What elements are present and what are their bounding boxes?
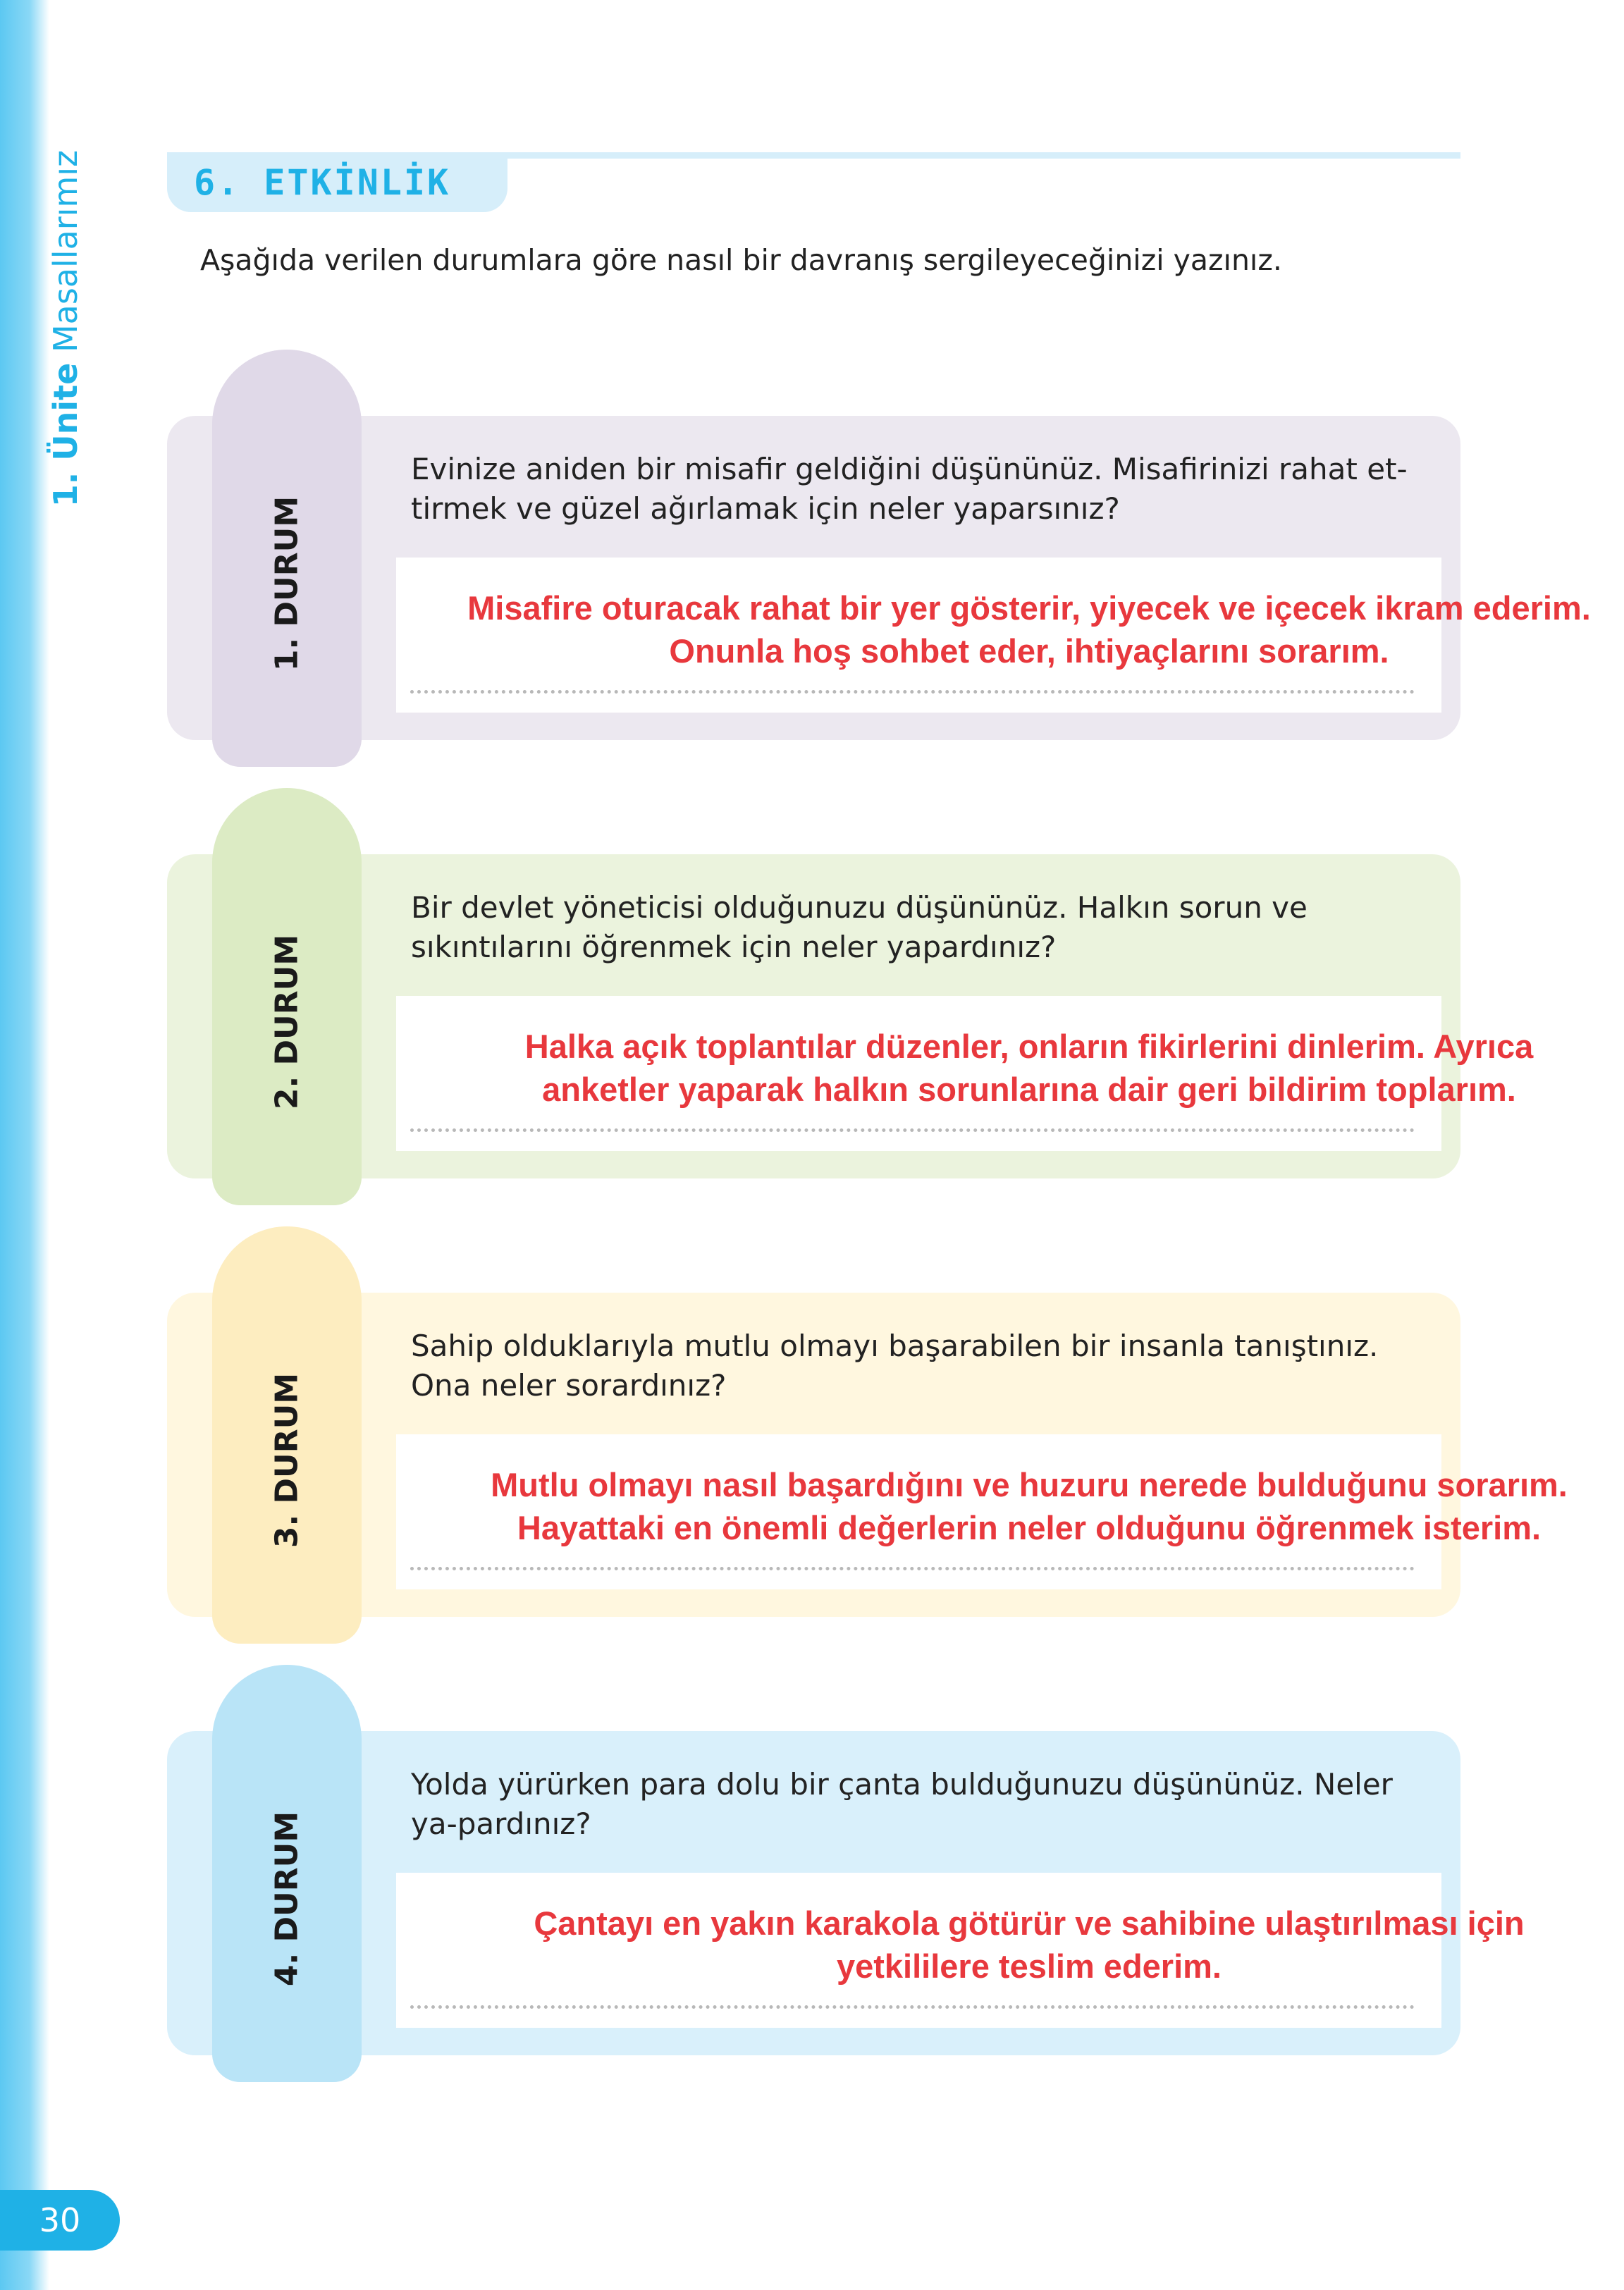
instruction-text: Aşağıda verilen durumlara göre nasıl bir davranış sergileyeceğinizi yazınız. [200, 243, 1282, 277]
situation-card [167, 416, 1591, 740]
answer-line: Misafire oturacak rahat bir yer gösterir, yiyecek ve içecek ikram ederim. [467, 589, 1591, 627]
answer-line: anketler yaparak halkın sorunlarına dair geri bildirim toplarım. [542, 1071, 1516, 1108]
unit-number: 1. Ünite [47, 362, 85, 507]
situation-label-pill [212, 1226, 362, 1644]
situation-question: Yolda yürürken para dolu bir çanta bulduğunuzu düşününüz. Neler ya-pardınız? [411, 1767, 1393, 1841]
situation-label: 2. DURUM [269, 934, 305, 1109]
answer-line: Hayattaki en önemli değerlerin neler olduğunu öğrenmek isterim. [517, 1509, 1542, 1546]
answer-dotted-line [410, 1567, 1415, 1570]
answer-line: yetkililere teslim ederim. [836, 1947, 1222, 1985]
situation-question: Bir devlet yöneticisi olduğunuzu düşününüz. Halkın sorun ve sıkıntılarını öğrenmek için neler yapardınız? [411, 890, 1308, 964]
situation-label-pill [212, 1665, 362, 2082]
situation-label: 4. DURUM [269, 1811, 305, 1986]
answer-text [395, 1902, 1624, 1988]
answer-dotted-line [410, 690, 1415, 694]
answer-text [395, 586, 1624, 672]
page-number: 30 [0, 2190, 120, 2251]
answer-line: Çantayı en yakın karakola götürür ve sahibine ulaştırılması için [534, 1904, 1525, 1942]
answer-text [395, 1463, 1624, 1549]
situation-card [167, 1293, 1568, 1617]
unit-title [47, 150, 85, 507]
answer-line: Onunla hoş sohbet eder, ihtiyaçlarını sorarım. [669, 632, 1389, 670]
answer-dotted-line [410, 1128, 1415, 1132]
situation-label-pill [212, 350, 362, 767]
unit-name: Masallarımız [47, 149, 85, 353]
situation-label: 3. DURUM [269, 1372, 305, 1548]
activity-tab [167, 152, 508, 212]
activity-title: 6. ETKİNLİK [194, 162, 451, 203]
answer-line: Halka açık toplantılar düzenler, onların fikirlerini dinlerim. Ayrıca [524, 1028, 1534, 1065]
answer-line: Mutlu olmayı nasıl başardığını ve huzuru nerede bulduğunu sorarım. [491, 1466, 1568, 1503]
situation-question: Sahip olduklarıyla mutlu olmayı başarabilen bir insanla tanıştınız. Ona neler sorardınız? [411, 1329, 1379, 1403]
answer-text [395, 1025, 1624, 1111]
situation-card [167, 1731, 1525, 2055]
side-color-strip [0, 0, 49, 2290]
answer-dotted-line [410, 2005, 1415, 2009]
situation-question: Evinize aniden bir misafir geldiğini düşününüz. Misafirinizi rahat et-tirmek ve güzel ağırlamak için neler yaparsınız? [411, 452, 1408, 526]
situation-card [167, 854, 1534, 1178]
situation-label: 1. DURUM [269, 495, 305, 671]
situation-label-pill [212, 788, 362, 1205]
